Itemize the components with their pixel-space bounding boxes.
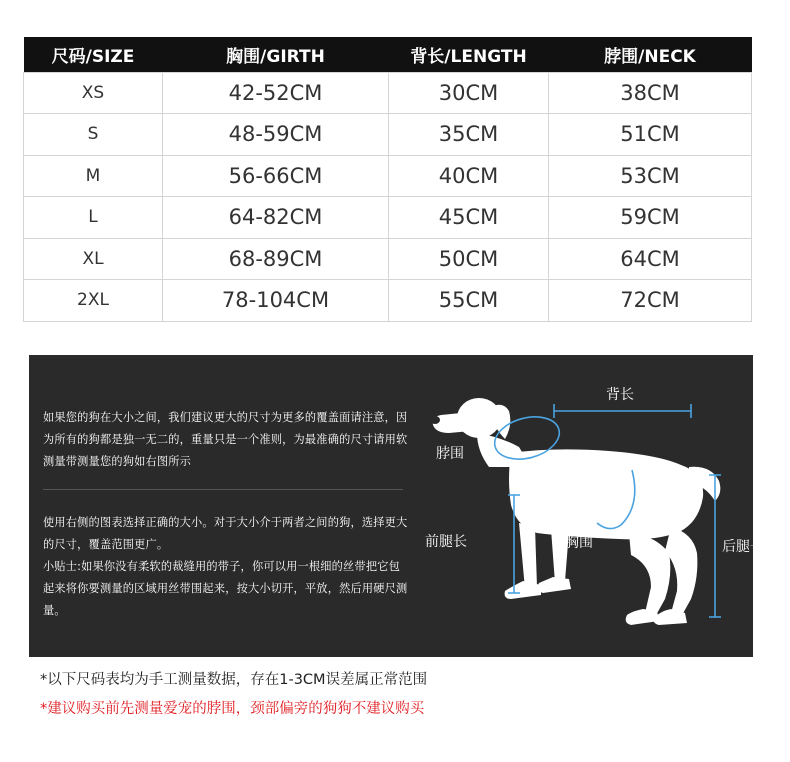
guide-paragraph-tip: 小贴士:如果你没有柔软的裁缝用的带子，你可以用一根细的丝带把它包起来将你要测量的区域用丝带围起来，按大小切开，平放，然后用硬尺测量。 (43, 560, 408, 617)
measurement-note: *以下尺码表均为手工测量数据，存在1-3CM误差属正常范围 (40, 672, 428, 688)
neck-cell: 53CM (549, 155, 752, 197)
column-header-size: 尺码/SIZE (24, 37, 163, 72)
size-cell: XS (24, 72, 163, 114)
girth-cell: 68-89CM (163, 238, 389, 280)
length-cell: 35CM (389, 114, 549, 156)
length-cell: 50CM (389, 238, 549, 280)
guide-divider (43, 489, 403, 490)
girth-cell: 48-59CM (163, 114, 389, 156)
guide-paragraph-chart: 使用右侧的图表选择正确的大小。对于大小介于两者之间的狗，选择更大的尺寸，覆盖范围更广。 (43, 516, 408, 551)
dog-measurement-diagram (419, 355, 764, 657)
length-cell: 45CM (389, 197, 549, 239)
purchase-warning: *建议购买前先测量爱宠的脖围，颈部偏旁的狗狗不建议购买 (40, 701, 425, 717)
length-cell: 30CM (389, 72, 549, 114)
label-front-leg: 前腿长 (425, 534, 467, 550)
size-cell: M (24, 155, 163, 197)
table-row (24, 114, 752, 156)
neck-cell: 38CM (549, 72, 752, 114)
column-header-neck: 脖围/NECK (549, 37, 752, 72)
table-row (24, 155, 752, 197)
girth-cell: 42-52CM (163, 72, 389, 114)
table-row (24, 280, 752, 322)
girth-cell: 64-82CM (163, 197, 389, 239)
neck-cell: 72CM (549, 280, 752, 322)
girth-cell: 78-104CM (163, 280, 389, 322)
label-neck: 脖围 (436, 446, 464, 462)
size-cell: XL (24, 238, 163, 280)
table-row (24, 197, 752, 239)
size-cell: 2XL (24, 280, 163, 322)
size-cell: L (24, 197, 163, 239)
table-header-row (24, 37, 752, 72)
label-chest: 胸围 (565, 535, 593, 551)
size-cell: S (24, 114, 163, 156)
column-header-length: 背长/LENGTH (389, 37, 549, 72)
length-cell: 55CM (389, 280, 549, 322)
neck-cell: 64CM (549, 238, 752, 280)
label-hind-leg: 后腿长 (722, 539, 764, 555)
guide-paragraph-sizing: 如果您的狗在大小之间，我们建议更大的尺寸为更多的覆盖面请注意，因为所有的狗都是独一无二的，重量只是一个准则，为最准确的尺寸请用软测量带测量您的狗如右图所示 (43, 411, 408, 468)
guide-instructions (43, 512, 409, 622)
table-row (24, 238, 752, 280)
label-back-length: 背长 (606, 387, 634, 403)
dog-silhouette-icon (430, 398, 720, 625)
neck-cell: 59CM (549, 197, 752, 239)
table-row (24, 72, 752, 114)
size-chart-table (23, 37, 752, 322)
girth-cell: 56-66CM (163, 155, 389, 197)
length-cell: 40CM (389, 155, 549, 197)
column-header-girth: 胸围/GIRTH (163, 37, 389, 72)
neck-cell: 51CM (549, 114, 752, 156)
measurement-guide-panel (29, 355, 764, 657)
